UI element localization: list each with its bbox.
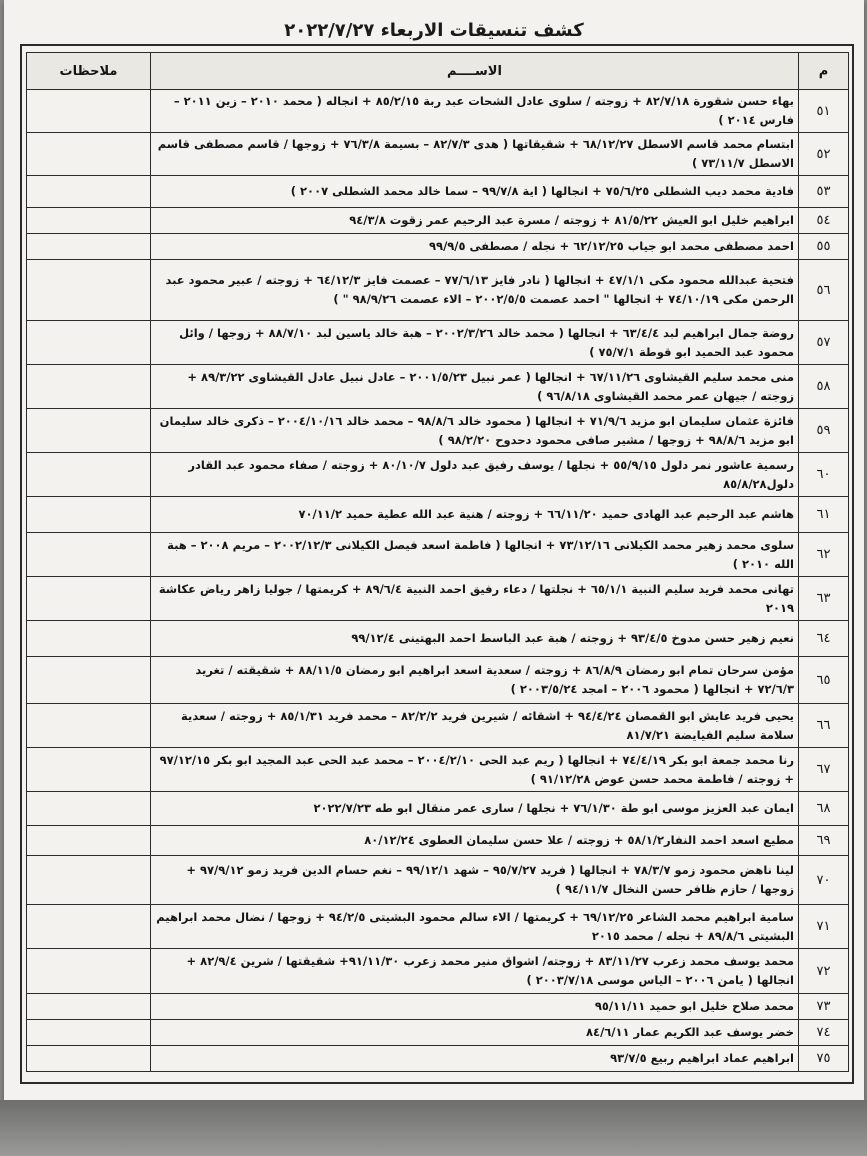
table-row: [27, 234, 849, 260]
table-row: [27, 826, 849, 856]
row-number: ٥٥: [799, 234, 849, 260]
row-name-entry: رنا محمد جمعة ابو بكر ٧٤/٤/١٩ + انجالها ( ريم عبد الحى ٢٠٠٤/٢/١٠ – محمد عبد الحى عبد المجيد ابو بكر ٩٧/١٢/١٥ + زوجته / فاطمة محمد حسن عوض ٩١/١٢/٢٨ ): [151, 748, 799, 792]
document-title: كشف تنسيقات الاربعاء ٢٠٢٢/٧/٢٧: [284, 20, 584, 41]
row-number: ٧٣: [799, 994, 849, 1020]
row-notes: [27, 90, 151, 133]
row-notes: [27, 533, 151, 577]
table-row: [27, 453, 849, 497]
row-number: ٦٢: [799, 533, 849, 577]
row-notes: [27, 748, 151, 792]
row-notes: [27, 1020, 151, 1046]
row-name-entry: لينا ناهض محمود زمو ٧٨/٣/٧ + انجالها ( فريد ٩٥/٧/٢٧ – شهد ٩٩/١٢/١ – نغم حسام الدين فريد زمو ٩٧/٩/١٢ + زوجها / حازم ظافر حسن النخال ٩٤/١١/٧ ): [151, 856, 799, 905]
table-row: [27, 621, 849, 657]
table-row: [27, 657, 849, 704]
row-notes: [27, 621, 151, 657]
background-surface: [0, 1100, 867, 1156]
row-name-entry: مطيع اسعد احمد النفار٥٨/١/٢ + زوجته / علا حسن سليمان العطوى ٨٠/١٢/٢٤: [151, 826, 799, 856]
table-row: [27, 208, 849, 234]
row-notes: [27, 453, 151, 497]
row-number: ٧١: [799, 905, 849, 949]
row-name-entry: منى محمد سليم القيشاوى ٦٧/١١/٢٦ + انجالها ( عمر نبيل ٢٠٠١/٥/٢٣ – عادل نبيل عادل القيشاوى ٨٩/٣/٢٢ + زوجته / جيهان عمر محمد القيشاوى ٩٦/٨/١٨ ): [151, 365, 799, 409]
table-row: [27, 792, 849, 826]
row-name-entry: فادية محمد ديب الشطلى ٧٥/٦/٢٥ + انجالها ( اية ٩٩/٧/٨ – سما خالد محمد الشطلى ٢٠٠٧ ): [151, 176, 799, 208]
row-notes: [27, 657, 151, 704]
header-name: الاســــم: [151, 53, 799, 90]
row-name-entry: خضر يوسف عبد الكريم عمار ٨٤/٦/١١: [151, 1020, 799, 1046]
table-row: [27, 1046, 849, 1072]
row-number: ٧٠: [799, 856, 849, 905]
table-row: [27, 704, 849, 748]
row-number: ٥٦: [799, 260, 849, 321]
row-notes: [27, 1046, 151, 1072]
row-notes: [27, 905, 151, 949]
header-notes: ملاحظات: [27, 53, 151, 90]
row-number: ٦٠: [799, 453, 849, 497]
row-number: ٧٥: [799, 1046, 849, 1072]
table-row: [27, 90, 849, 133]
table-row: [27, 260, 849, 321]
row-notes: [27, 497, 151, 533]
row-name-entry: هاشم عبد الرحيم عبد الهادى حميد ٦٦/١١/٢٠ + زوجته / هنية عبد الله عطية حميد ٧٠/١١/٢: [151, 497, 799, 533]
table-row: [27, 133, 849, 176]
table-row: [27, 321, 849, 365]
row-number: ٥٩: [799, 409, 849, 453]
row-notes: [27, 260, 151, 321]
row-notes: [27, 365, 151, 409]
row-name-entry: يحيى فريد عايش ابو القمصان ٩٤/٤/٢٤ + اشقائه / شيرين فريد ٨٢/٢/٢ – محمد فريد ٨٥/١/٣١ + زوجته / سعدية سلامة سليم الفيايضة ٨١/٧/٢١: [151, 704, 799, 748]
row-number: ٦٣: [799, 577, 849, 621]
row-notes: [27, 792, 151, 826]
row-name-entry: تهانى محمد فريد سليم النبية ٦٥/١/١ + نجلتها / دعاء رفيق احمد النبية ٨٩/٦/٤ + كريمتها / جوليا زاهر رياض عكاشة ٢٠١٩: [151, 577, 799, 621]
table-row: [27, 905, 849, 949]
row-name-entry: محمد يوسف محمد زعرب ٨٣/١١/٢٧ + زوجته/ اشواق منير محمد زعرب ٩١/١١/٣٠+ شقيقتها / شرين ٨٢/٩/٤ + انجالها ( يامن ٢٠٠٦ – الياس موسى ٢٠٠٣/٧/١٨ ): [151, 949, 799, 994]
row-name-entry: سامية ابراهيم محمد الشاعر ٦٩/١٢/٢٥ + كريمتها / الاء سالم محمود البشيتى ٩٤/٢/٥ + زوجها / نضال محمد ابراهيم البشيتى ٨٩/٨/٦ + نجله / محمد ٢٠١٥: [151, 905, 799, 949]
row-number: ٦٤: [799, 621, 849, 657]
row-number: ٦٨: [799, 792, 849, 826]
row-notes: [27, 234, 151, 260]
row-number: ٥٣: [799, 176, 849, 208]
table-row: [27, 409, 849, 453]
row-number: ٧٤: [799, 1020, 849, 1046]
row-notes: [27, 856, 151, 905]
row-name-entry: محمد صلاح خليل ابو حميد ٩٥/١١/١١: [151, 994, 799, 1020]
row-number: ٥٨: [799, 365, 849, 409]
row-notes: [27, 826, 151, 856]
row-name-entry: رسمية عاشور نمر دلول ٥٥/٩/١٥ + نجلها / يوسف رفيق عبد دلول ٨٠/١٠/٧ + زوجته / صفاء محمود عبد القادر دلول٨٥/٨/٢٨: [151, 453, 799, 497]
row-name-entry: روضة جمال ابراهيم لبد ٦٣/٤/٤ + انجالها ( محمد خالد ٢٠٠٢/٣/٢٦ – هبة خالد ياسين لبد ٨٨/٧/١٠ + زوجها / وائل محمود عبد الحميد ابو قوطة ٧٥/٧/١ ): [151, 321, 799, 365]
row-notes: [27, 176, 151, 208]
row-notes: [27, 949, 151, 994]
row-name-entry: بهاء حسن شقورة ٨٢/٧/١٨ + زوجته / سلوى عادل الشحات عبد ربة ٨٥/٢/١٥ + انجاله ( محمد ٢٠١٠ – زين ٢٠١١ – فارس ٢٠١٤ ): [151, 90, 799, 133]
row-notes: [27, 133, 151, 176]
table-row: [27, 856, 849, 905]
row-notes: [27, 321, 151, 365]
table-row: [27, 949, 849, 994]
table-row: [27, 577, 849, 621]
row-number: ٥٢: [799, 133, 849, 176]
row-number: ٦٧: [799, 748, 849, 792]
table-row: [27, 176, 849, 208]
row-number: ٥٤: [799, 208, 849, 234]
row-notes: [27, 409, 151, 453]
row-number: ٥١: [799, 90, 849, 133]
row-number: ٦٦: [799, 704, 849, 748]
row-name-entry: فتحية عبدالله محمود مكى ٤٧/١/١ + انجالها ( نادر فايز ٧٧/٦/١٣ – عصمت فايز ٦٤/١٢/٣ + زوجته / عبير محمود عبد الرحمن مكى ٧٤/١٠/١٩ + انجالها " احمد عصمت ٢٠٠٢/٥/٥ – الاء عصمت ٩٨/٩/٢٦ " ): [151, 260, 799, 321]
table-row: [27, 748, 849, 792]
row-name-entry: فائزة عثمان سليمان ابو مزيد ٧١/٩/٦ + انجالها ( محمود خالد ٩٨/٨/٦ – محمد خالد ٢٠٠٤/١٠/١٦ – ذكرى خالد سليمان ابو مزيد ٩٨/٨/٦ + زوجها / مشير صافى محمود دحدوح ٩٨/٢/٢٠ ): [151, 409, 799, 453]
row-notes: [27, 208, 151, 234]
row-name-entry: مؤمن سرحان تمام ابو رمضان ٨٦/٨/٩ + زوجته / سعدية اسعد ابراهيم ابو رمضان ٨٨/١١/٥ + شقيقته / تغريد ٧٢/٦/٣ + انجالها ( محمود ٢٠٠٦ – امجد ٢٠٠٣/٥/٢٤ ): [151, 657, 799, 704]
row-name-entry: ابتسام محمد قاسم الاسطل ٦٨/١٢/٢٧ + شقيقاتها ( هدى ٨٢/٧/٣ – بسيمة ٧٦/٣/٨ + زوجها / قاسم مصطفى قاسم الاسطل ٧٣/١١/٧ ): [151, 133, 799, 176]
row-name-entry: ابراهيم عماد ابراهيم ربيع ٩٣/٧/٥: [151, 1046, 799, 1072]
table-row: [27, 1020, 849, 1046]
document-page: [4, 0, 864, 1100]
row-number: ٦٥: [799, 657, 849, 704]
row-number: ٥٧: [799, 321, 849, 365]
table-row: [27, 497, 849, 533]
row-number: ٦١: [799, 497, 849, 533]
table-row: [27, 994, 849, 1020]
header-number: م: [799, 53, 849, 90]
row-name-entry: سلوى محمد زهير محمد الكيلانى ٧٣/١٢/١٦ + انجالها ( فاطمة اسعد فيصل الكيلانى ٢٠٠٢/١٢/٣ – مريم ٢٠٠٨ – هبة الله ٢٠١٠ ): [151, 533, 799, 577]
table-row: [27, 365, 849, 409]
row-notes: [27, 994, 151, 1020]
row-name-entry: احمد مصطفى محمد ابو جياب ٦٢/١٢/٢٥ + نجله / مصطفى ٩٩/٩/٥: [151, 234, 799, 260]
row-name-entry: ابراهيم خليل ابو العيش ٨١/٥/٢٢ + زوجته / مسرة عبد الرحيم عمر زقوت ٩٤/٣/٨: [151, 208, 799, 234]
names-table: [26, 52, 849, 1072]
row-notes: [27, 577, 151, 621]
row-notes: [27, 704, 151, 748]
row-name-entry: نعيم زهير حسن مدوخ ٩٣/٤/٥ + زوجته / هبة عبد الباسط احمد البهتينى ٩٩/١٢/٤: [151, 621, 799, 657]
table-row: [27, 533, 849, 577]
table-header-row: [27, 53, 849, 90]
row-name-entry: ايمان عبد العزيز موسى ابو طة ٧٦/١/٣٠ + نجلها / سارى عمر منقال ابو طه ٢٠٢٢/٧/٢٣: [151, 792, 799, 826]
row-number: ٦٩: [799, 826, 849, 856]
row-number: ٧٢: [799, 949, 849, 994]
